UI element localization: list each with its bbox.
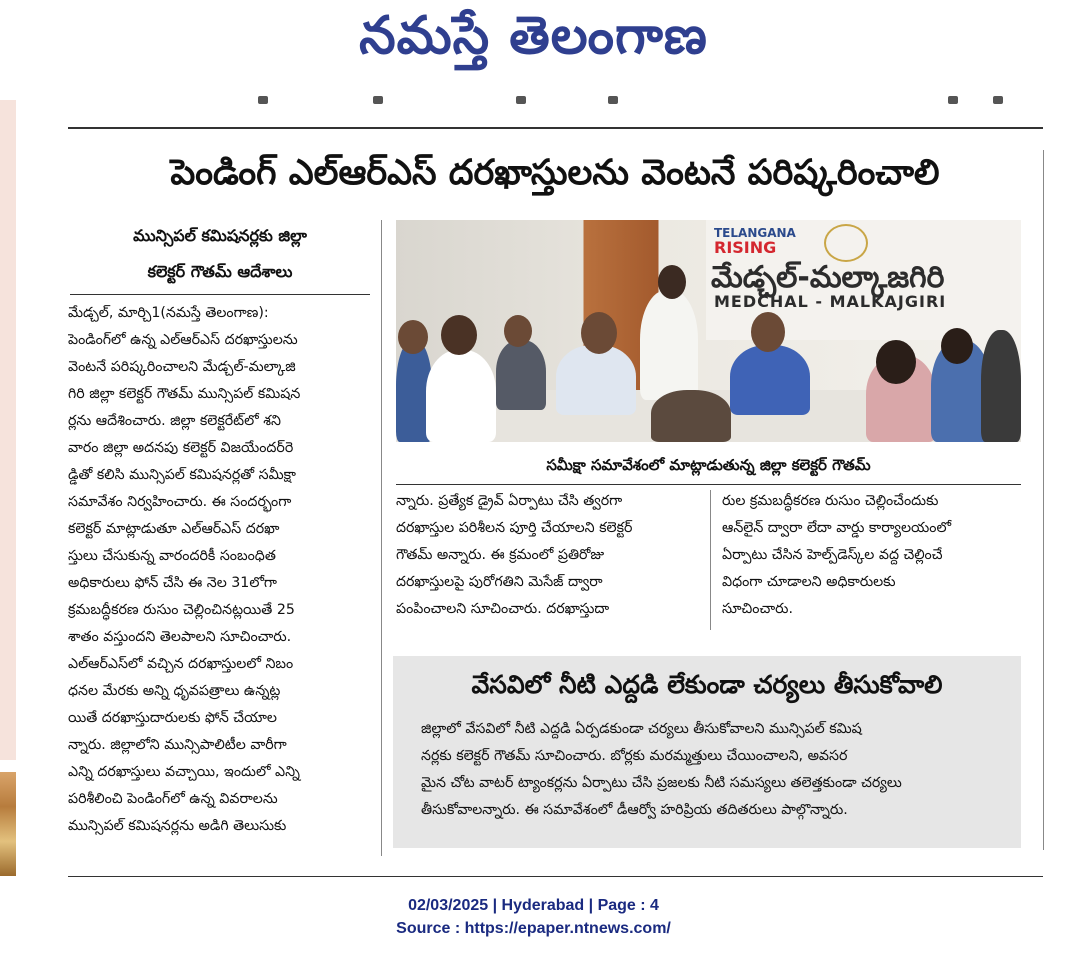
text-line: సమావేశం నిర్వహించారు. ఈ సందర్భంగా <box>68 494 292 510</box>
newspaper-title: నమస్తే తెలంగాణ <box>359 6 708 66</box>
text-line: కలెక్టర్ మాట్లాడుతూ ఎల్ఆర్ఎస్ దరఖా <box>68 521 280 537</box>
text-line: గిరి జిల్లా కలెక్టర్ గౌతమ్ మున్సిపల్ కమిషన <box>68 386 301 402</box>
text-line: నర్లకు కలెక్టర్ గౌతమ్ సూచించారు. బోర్లకు మరమ్మత్తులు చేయించాలని, అవసర <box>421 748 848 764</box>
text-line: శాతం వస్తుందని తెలపాలని సూచించారు. <box>68 629 292 645</box>
text-line: తీసుకోవాలన్నారు. ఈ సమావేశంలో డీఆర్వో హరిప్రియ తదితరులు పాల్గొన్నారు. <box>421 802 848 818</box>
article-subhead <box>70 218 370 290</box>
text-line: మేడ్చల్, మార్చి1(నమస్తే తెలంగాణ): <box>68 305 269 321</box>
text-line: ధనల మేరకు అన్ని ధృవపత్రాలు ఉన్నట్ల <box>68 683 281 699</box>
text-line: న్నారు. జిల్లాలోని మున్సిపాలిటీల వారీగా <box>68 737 287 753</box>
text-line: యితే దరఖాస్తుదారులకు ఫోన్ చేయాల <box>68 710 277 726</box>
sidebar-box <box>393 656 1021 848</box>
top-divider <box>68 127 1043 129</box>
text-line: ఏర్పాటు చేసిన హెల్ప్‌డెస్క్‌ల వద్ద చెల్లించే <box>722 547 943 563</box>
masthead <box>0 0 1067 90</box>
text-line: వెంటనే పరిష్కరించాలని మేడ్చల్-మల్కాజి <box>68 359 296 375</box>
column-divider <box>381 220 382 856</box>
text-line: గౌతమ్ అన్నారు. ఈ క్రమంలో ప్రతిరోజు <box>396 547 605 563</box>
text-line: పెండింగ్‌లో ఉన్న ఎల్ఆర్ఎస్ దరఖాస్తులను <box>68 332 298 348</box>
subhead-line: మున్సిపల్ కమిషనర్లకు జిల్లా <box>133 226 307 245</box>
footer-date-edition: 02/03/2025 | Hyderabad | Page : 4 <box>408 897 659 914</box>
bottom-divider <box>68 876 1043 877</box>
text-line: న్నారు. ప్రత్యేక డ్రైవ్ ఏర్పాటు చేసి త్వరగా <box>396 493 623 509</box>
text-line: అధికారులు ఫోన్ చేసి ఈ నెల 31లోగా <box>68 575 277 591</box>
subhead-divider <box>70 294 370 295</box>
text-line: స్తులు చేసుకున్న వారందరికీ సంబంధిత <box>68 548 276 564</box>
adjacent-page-image <box>0 772 16 876</box>
right-column-divider <box>1043 150 1044 850</box>
sidebar-box-body <box>421 716 1001 824</box>
text-line: మైన చోట వాటర్ ట్యాంకర్లను ఏర్పాటు చేసి ప్రజలకు నీటి సమస్యలు తలెత్తకుండా చర్యలు <box>421 775 902 791</box>
article-headline: పెండింగ్ ఎల్ఆర్ఎస్ దరఖాస్తులను వెంటనే పరిష్కరించాలి <box>170 153 940 193</box>
text-line: ర్లను ఆదేశించారు. జిల్లా కలెక్టరేట్‌లో శని <box>68 413 281 429</box>
text-line: రుల క్రమబద్ధీకరణ రుసుం చెల్లించేందుకు <box>722 493 939 509</box>
text-line: డ్డితో కలిసి మున్సిపల్ కమిషనర్లతో సమీక్షా <box>68 467 296 483</box>
footer-source-link[interactable]: Source : https://epaper.ntnews.com/ <box>396 920 671 937</box>
text-line: దరఖాస్తులపై పురోగతిని మెసేజ్ ద్వారా <box>396 574 603 590</box>
article-column-middle <box>396 488 701 623</box>
text-line: జిల్లాలో వేసవిలో నీటి ఎద్దడి ఏర్పడకుండా చర్యలు తీసుకోవాలని మున్సిపల్ కమిష <box>421 721 862 737</box>
text-line: సూచించారు. <box>722 601 793 617</box>
signboard-brand-rising: RISING <box>714 238 777 257</box>
text-line: ఎల్ఆర్ఎస్‌లో వచ్చిన దరఖాస్తులలో నిబం <box>68 656 294 672</box>
text-line: క్రమబద్ధీకరణ రుసుం చెల్లించినట్లయితే 25 <box>68 602 295 618</box>
article-column-right <box>722 488 1022 623</box>
state-emblem-icon <box>824 224 868 262</box>
sidebar-box-title: వేసవిలో నీటి ఎద్దడి లేకుండా చర్యలు తీసుకోవాలి <box>471 670 943 699</box>
signboard-district-english: MEDCHAL - MALKAJGIRI <box>714 292 947 311</box>
signboard-brand-top: TELANGANA <box>714 226 796 240</box>
text-line: పరిశీలించి పెండింగ్‌లో ఉన్న వివరాలను <box>68 791 278 807</box>
article-column-left <box>68 300 368 840</box>
meeting-photo <box>396 220 1021 442</box>
text-line: ఆన్‌లైన్ ద్వారా లేదా వార్డు కార్యాలయంలో <box>722 520 952 536</box>
adjacent-page-strip <box>0 100 16 760</box>
text-line: దరఖాస్తుల పరిశీలన పూర్తి చేయాలని కలెక్టర్ <box>396 520 633 536</box>
column-divider <box>710 490 711 630</box>
text-line: వారం జిల్లా అదనపు కలెక్టర్ విజయేందర్‌రె <box>68 440 294 456</box>
text-line: ఎన్ని దరఖాస్తులు వచ్చాయి, ఇందులో ఎన్ని <box>68 764 300 780</box>
masthead-substrip <box>68 94 1043 108</box>
page-footer <box>0 894 1067 940</box>
text-line: పంపించాలని సూచించారు. దరఖాస్తుదా <box>396 601 610 617</box>
subhead-line: కలెక్టర్ గౌతమ్ ఆదేశాలు <box>147 262 293 281</box>
text-line: విధంగా చూడాలని అధికారులకు <box>722 574 896 590</box>
photo-caption: సమీక్షా సమావేశంలో మాట్లాడుతున్న జిల్లా కలెక్టర్ గౌతమ్ <box>396 446 1021 485</box>
signboard-district-telugu: మేడ్చల్-మల్కాజగిరి <box>711 260 945 295</box>
text-line: మున్సిపల్ కమిషనర్లను అడిగి తెలుసుకు <box>68 818 287 834</box>
